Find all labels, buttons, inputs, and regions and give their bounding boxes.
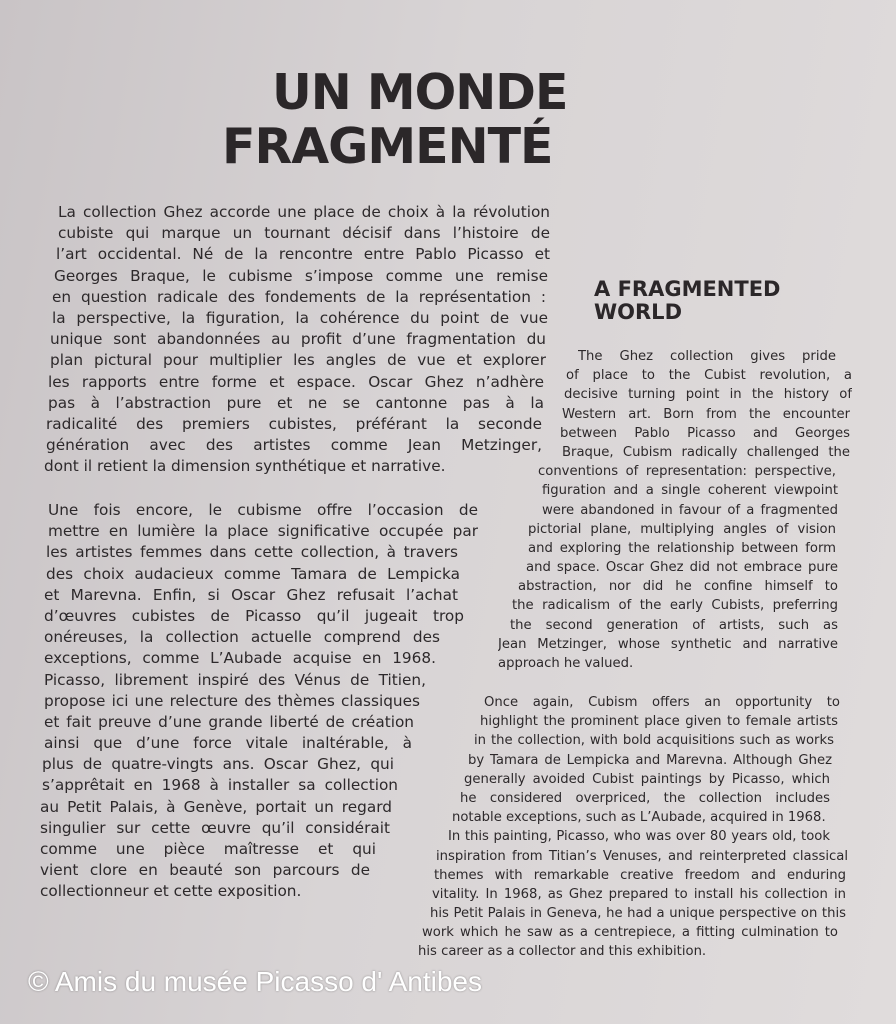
text-line: radicalité des premiers cubistes, préférant la seconde [46, 414, 542, 433]
text-line: et fait preuve d’une grande liberté de création [44, 712, 414, 731]
text-line: plus de quatre-vingts ans. Oscar Ghez, qui [42, 755, 394, 774]
text-line: l’art occidental. Né de la rencontre entre Pablo Picasso et [56, 245, 550, 264]
text-line: plan pictural pour multiplier les angles de vue et explorer [50, 351, 546, 370]
text-line: abstraction, nor did he confine himself to [518, 579, 838, 595]
text-line: propose ici une relecture des thèmes classiques [44, 691, 420, 710]
text-line: Picasso, librement inspiré des Vénus de Titien, [44, 670, 426, 689]
text-line: comme une pièce maîtresse et qui [40, 840, 376, 858]
text-line: les rapports entre forme et espace. Oscar Ghez n’adhère [48, 372, 544, 391]
text-line: Jean Metzinger, whose synthetic and narrative [498, 636, 838, 652]
page-title [222, 66, 602, 174]
text-line: génération avec des artistes comme Jean Metzinger, [46, 436, 542, 455]
text-line: were abandoned in favour of a fragmented [542, 502, 838, 518]
text-line: The Ghez collection gives pride [578, 349, 836, 364]
english-title-line-2: WORLD [594, 300, 682, 324]
text-line: exceptions, comme L’Aubade acquise en 1968. [44, 649, 436, 668]
english-title [594, 278, 781, 324]
text-line: in the collection, with bold acquisitions such as works [474, 733, 834, 749]
text-line: Georges Braque, le cubisme s’impose comme une remise [54, 266, 548, 285]
english-title-line-1: A FRAGMENTED [594, 277, 781, 301]
english-paragraph-1 [470, 347, 896, 673]
text-line: work which he saw as a centrepiece, a fitting culmination to [422, 925, 838, 941]
text-line: pictorial plane, multiplying angles of vision [528, 521, 836, 537]
text-line: d’œuvres cubistes de Picasso qu’il jugeait trop [44, 606, 464, 625]
text-line: of place to the Cubist revolution, a [566, 368, 852, 384]
text-line: des choix audacieux comme Tamara de Lempicka [46, 564, 460, 583]
text-line: and space. Oscar Ghez did not embrace pure [526, 560, 838, 576]
text-line: Western art. Born from the encounter [562, 406, 850, 422]
text-line: La collection Ghez accorde une place de choix à la révolution [58, 203, 550, 221]
text-line: by Tamara de Lempicka and Marevna. Although Ghez [468, 752, 832, 768]
text-line: Braque, Cubism radically challenged the [562, 444, 850, 460]
title-line-1: UN MONDE [272, 64, 568, 121]
text-line: Once again, Cubism offers an opportunity to [484, 695, 840, 710]
text-line: s’apprêtait en 1968 à installer sa collection [42, 776, 398, 795]
text-line: cubiste qui marque un tournant décisif dans l’histoire de [58, 224, 550, 243]
text-line: between Pablo Picasso and Georges [560, 425, 850, 441]
text-line: he considered overpriced, the collection includes [460, 790, 830, 806]
text-line: inspiration from Titian’s Venuses, and reinterpreted classical [436, 848, 848, 864]
text-line: themes with remarkable creative freedom and enduring [434, 867, 846, 883]
text-line: In this painting, Picasso, who was over 80 years old, took [448, 829, 830, 845]
text-line: pas à l’abstraction pure et ne se cantonne pas à la [48, 393, 544, 412]
text-line: au Petit Palais, à Genève, portait un regard [40, 797, 392, 816]
text-line: mettre en lumière la place significative occupée par [48, 522, 478, 541]
text-line: ainsi que d’une force vitale inaltérable, à [44, 734, 412, 753]
text-line: onéreuses, la collection actuelle comprend des [44, 628, 440, 647]
text-line: decisive turning point in the history of [564, 387, 852, 403]
text-line: the second generation of artists, such as [510, 617, 838, 633]
text-line: highlight the prominent place given to female artists [480, 714, 838, 730]
text-line: les artistes femmes dans cette collection, à travers [46, 543, 458, 562]
text-line: the radicalism of the early Cubists, preferring [512, 598, 838, 614]
text-line: approach he valued. [498, 656, 634, 671]
english-paragraph-2 [412, 693, 848, 962]
text-line: generally avoided Cubist paintings by Picasso, which [464, 771, 830, 787]
text-line: et Marevna. Enfin, si Oscar Ghez refusait l’achat [44, 585, 458, 604]
title-line-2: FRAGMENTÉ [222, 118, 553, 175]
text-line: conventions of representation: perspective, [538, 464, 836, 480]
text-line: en question radicale des fondements de la représentation : [52, 287, 546, 306]
text-line: collectionneur et cette exposition. [40, 882, 302, 901]
text-line: and exploring the relationship between form [528, 540, 836, 556]
text-line: dont il retient la dimension synthétique et narrative. [44, 457, 446, 476]
text-line: la perspective, la figuration, la cohérence du point de vue [52, 308, 548, 327]
text-line: notable exceptions, such as L’Aubade, acquired in 1968. [452, 810, 826, 826]
text-line: his Petit Palais in Geneva, he had a unique perspective on this [430, 906, 846, 922]
text-line: unique sont abandonnées au profit d’une fragmentation du [50, 330, 546, 349]
text-line: vitality. In 1968, as Ghez prepared to install his collection in [432, 886, 846, 902]
text-line: vient clore en beauté son parcours de [40, 861, 370, 880]
text-line: singulier sur cette œuvre qu’il considérait [40, 818, 390, 837]
text-line: Une fois encore, le cubisme offre l’occasion de [48, 501, 478, 519]
text-line: figuration and a single coherent viewpoint [542, 483, 838, 499]
text-line: his career as a collector and this exhibition. [418, 944, 707, 960]
copyright-watermark: © Amis du musée Picasso d' Antibes [28, 966, 482, 997]
